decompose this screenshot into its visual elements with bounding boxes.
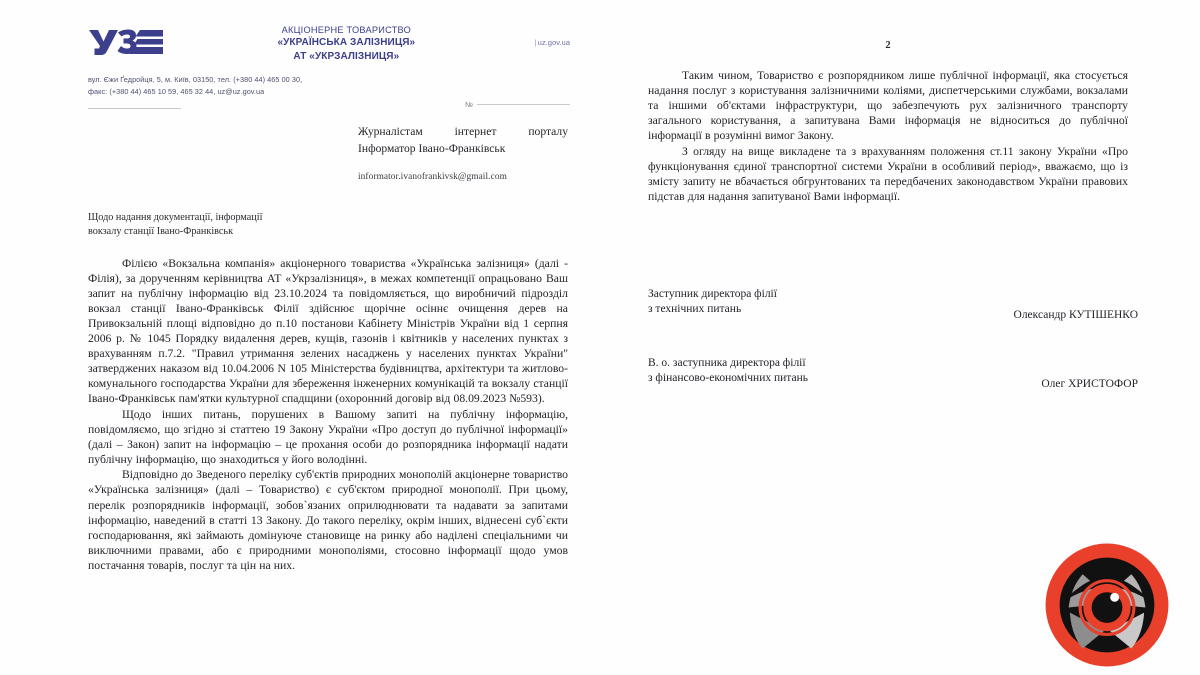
addressee-email: informator.ivanofrankivsk@gmail.com — [358, 172, 507, 182]
reference-number-row — [88, 100, 570, 116]
website-url-text: uz.gov.ua — [537, 38, 570, 47]
signatory-title-line-2: з технічних питань — [648, 303, 742, 316]
signature-entry — [648, 356, 1138, 390]
paragraph: Щодо інших питань, порушених в Вашому запиті на публічну інформацію, повідомляємо, що згідно зі статтею 19 Закону України «Про доступ до публічної інформації» (далі – Закон) запит на інформацію – це прохання особи до розпорядника інформації надати публічну інформацію, що знаходиться у його володінні. — [88, 407, 568, 466]
organization-name-block — [158, 24, 535, 63]
page-2-body — [648, 68, 1128, 204]
reference-number-label: № — [465, 100, 473, 109]
eye-shutter-logo — [1043, 541, 1171, 669]
signatory-title-line-1: В. о. заступника директора філії — [648, 357, 806, 369]
url-separator-bar: | — [534, 38, 537, 47]
signatory-name: Олег ХРИСТОФОР — [1041, 378, 1138, 390]
addressee-line-1: Журналістам інтернет порталу — [358, 125, 568, 138]
org-line-2: «УКРАЇНСЬКА ЗАЛІЗНИЦЯ» — [277, 37, 416, 49]
addressee-line-2: Інформатор Івано-Франківськ — [358, 141, 506, 155]
paragraph: Відповідно до Зведеного переліку суб'єктів природних монополій акціонерне товариство «Українська залізниця» (далі – Товариство) є суб'єктом природної монополії. При цьому, перелік розпорядників інформації, зобов`язаних оприлюднювати та надавати за запитами інформацію, наведений в статті 13 Закону. До такого переліку, окрім інших, віднесені суб`єкти господарювання, які займають домінуюче становище на ринку або наділені спеціальними чи виключними правами, або є природними монополіями, стосовно інформації щодо умов постачання товарів, послуг та цін на них. — [88, 468, 568, 572]
reference-number-rule — [477, 104, 570, 105]
letterhead-top-row — [88, 24, 570, 63]
paragraph: Філією «Вокзальна компанія» акціонерного товариства «Українська залізниця» (далі - Філія), за дорученням керівництва АТ «Укрзалізниця», в межах компетенції опрацьовано Ваш запит на публічну інформацію від 23.10.2024 та повідомляється, що виробничий підрозділ вокзал станції Івано-Франківськ Філії здійснює щорічне осіннє очищення дерев на Привокзальній площі відповідно до п.10 постанови Кабінету Міністрів України від 1 серпня 2006 р. № 1045 Порядку видалення дерев, кущів, газонів і квітників у населених пунктах з врахуванням п.7.2. "Правил утримання зелених насаджень у населених пунктах України" затверджених наказом від 10.04.2006 N 105 Міністерства будівництва, архітектури та житлово-комунального господарства України для збереження інженерних комунікацій та вокзалу станції Івано-Франківськ пам'ятки культурної спадщини (охоронний договір від 08.09.2023 №593). — [88, 257, 568, 406]
address-line-1: вул. Єжи Ґедройця, 5, м. Київ, 03150, тел. (+380 44) 465 00 30, — [88, 75, 303, 85]
website-url — [535, 38, 570, 47]
paragraph: З огляду на вище викладене та з врахуванням положення ст.11 закону України «Про функціонування єдиної транспортної системи України в особливий період», вважаємо, що із змісту запиту не вбачається обгрунтованих та передбачених законодавством України правових підстав для надання запитуваної Вами інформації. — [648, 144, 1128, 203]
signatory-title-line-2: з фінансово-економічних питань — [648, 372, 808, 385]
subject-block — [88, 211, 388, 240]
page-1-body — [88, 256, 568, 573]
org-line-3: АТ «УКРЗАЛІЗНИЦЯ» — [293, 50, 400, 62]
org-line-1: АКЦІОНЕРНЕ ТОВАРИСТВО — [281, 25, 411, 35]
paragraph: Таким чином, Товариство є розпорядником лише публічної інформації, яка стосується надання послуг з користування залізничними коліями, диспетчерськими службами, вокзалами та іншими об'єктами інфраструктури, що забезпечують рух залізничного транспорту загального користування, а запитувана Вами інформація не відноситься до публічної інформації в розумінні вимог Закону. — [648, 69, 1128, 143]
page-number: 2 — [885, 40, 891, 51]
signature-block — [648, 287, 1138, 425]
date-rule — [88, 108, 181, 109]
letterhead-address — [88, 74, 570, 98]
subject-line-2: вокзалу станції Івано-Франківськ — [88, 226, 234, 238]
address-line-2: факс: (+380 44) 465 10 59, 465 32 44, uz@uz.gov.ua — [88, 86, 265, 96]
eye-highlight — [1110, 593, 1119, 602]
letterhead — [88, 24, 570, 98]
subject-line-1: Щодо надання документації, інформації — [88, 212, 263, 223]
signatory-title-line-1: Заступник директора філії — [648, 288, 777, 300]
uz-logo — [88, 26, 164, 60]
signatory-name: Олександр КУТІШЕНКО — [1013, 309, 1138, 321]
reference-number-field — [465, 100, 570, 109]
addressee-block — [358, 124, 568, 158]
signature-entry — [648, 287, 1138, 321]
